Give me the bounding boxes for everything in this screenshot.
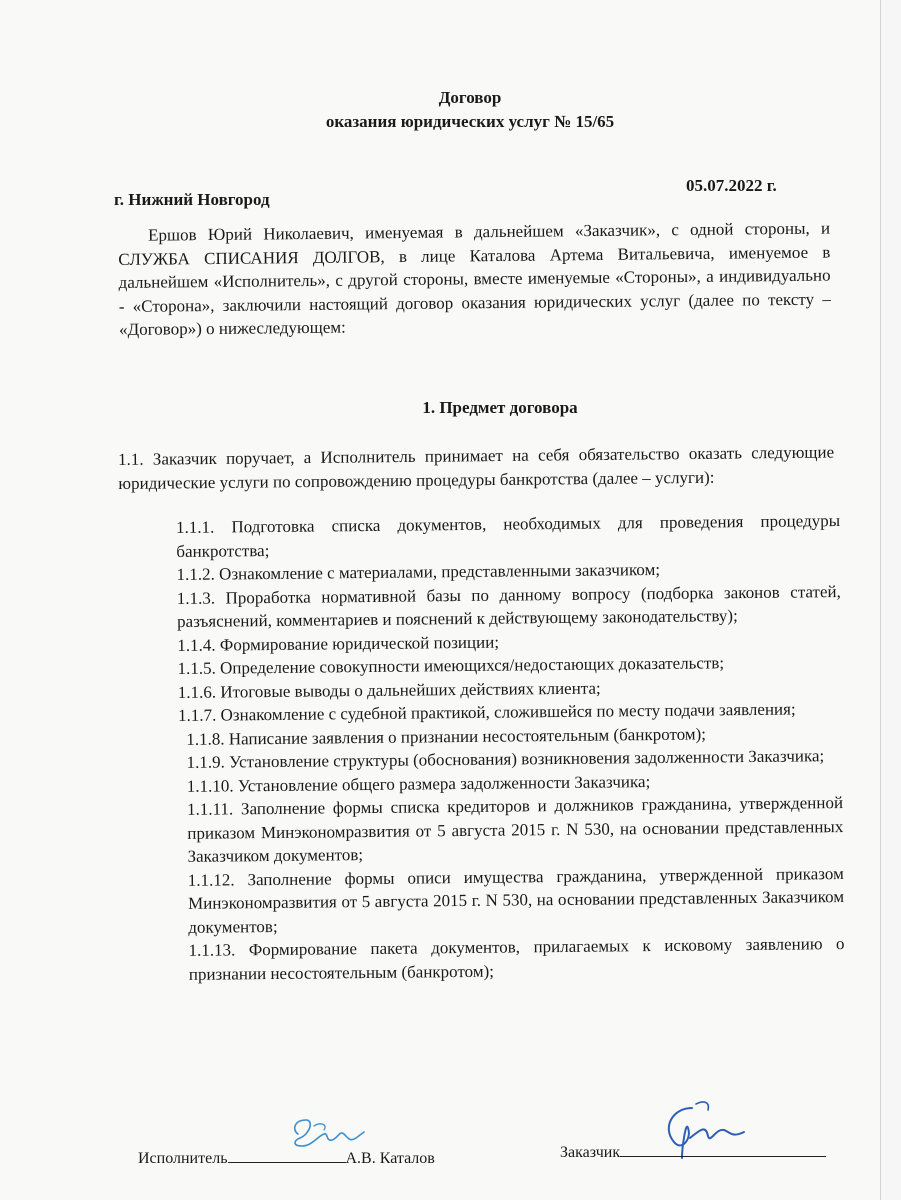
city-label: г. Нижний Новгород: [114, 190, 270, 209]
title-line-1: Договор: [438, 88, 502, 107]
executor-signature-blank: [228, 1150, 346, 1163]
clause-1-1: 1.1. Заказчик поручает, а Исполнитель принимает на себя обязательство оказать следующие юридические услуги по сопровождению процедуры банкротства (далее – услуги):: [118, 442, 835, 493]
subitem-1-1-9: 1.1.9. Установление структуры (обоснования) возникновения задолженности Заказчика;: [186, 746, 825, 772]
page-edge-divider: [880, 0, 881, 1200]
document-title: [120, 86, 820, 134]
subitem-1-1-4: 1.1.4. Формирование юридической позиции;: [177, 632, 500, 655]
subitem-1-1-12: 1.1.12. Заполнение формы описи имущества гражданина, утвержденной приказом Минэкономразвития от 5 августа 2015 г. N 530, на основании представленных Заказчиком документов;: [187, 863, 845, 937]
executor-name: А.В. Каталов: [345, 1150, 435, 1167]
title-line-2: оказания юридических услуг № 15/65: [325, 112, 615, 131]
preamble-paragraph: Ершов Юрий Николаевич, именуемая в дальнейшем «Заказчик», с одной стороны, и СЛУЖБА СПИСАНИЯ ДОЛГОВ, в лице Каталова Артема Витальевича, именуемое в дальнейшем «Исполнитель», с другой стороны, вместе именуемые «Стороны», а индивидуально - «Сторона», заключили настоящий договор оказания юридических услуг (далее по тексту – «Договор») о нижеследующем:: [118, 218, 831, 339]
subitem-1-1-13: 1.1.13. Формирование пакета документов, прилагаемых к исковому заявлению о признании несостоятельным (банкротом);: [188, 934, 845, 984]
executor-signature-line: [138, 1150, 435, 1168]
customer-signature-line: [560, 1144, 826, 1162]
subitem-1-1-3: 1.1.3. Проработка нормативной базы по данному вопросу (подборка законов статей, разъяснений, комментариев и пояснений к действующему законодательству);: [176, 581, 841, 631]
customer-label: Заказчик: [560, 1144, 621, 1161]
subitem-1-1-11: 1.1.11. Заполнение формы списка кредиторов и должников гражданина, утвержденной приказом Минэкономразвития от 5 августа 2015 г. N 530, на основании представленных Заказчиком документов;: [186, 793, 844, 866]
subitem-1-1-7: 1.1.7. Ознакомление с судебной практикой, сложившейся по месту подачи заявления;: [177, 699, 796, 725]
subitem-1-1-2: 1.1.2. Ознакомление с материалами, представленными заказчиком;: [176, 559, 661, 584]
subitem-1-1-8: 1.1.8. Написание заявления о признании несостоятельным (банкротом);: [186, 723, 707, 749]
date-label: 05.07.2022 г.: [686, 176, 777, 195]
subitem-1-1-1: 1.1.1. Подготовка списка документов, необходимых для проведения процедуры банкротства;: [176, 511, 841, 561]
subitem-1-1-5: 1.1.5. Определение совокупности имеющихся/недостающих доказательств;: [177, 653, 725, 678]
section-1-title: 1. Предмет договора: [422, 398, 578, 417]
customer-signature-blank: [620, 1144, 826, 1157]
subitem-1-1-6: 1.1.6. Итоговые выводы о дальнейших действиях клиента;: [177, 678, 601, 702]
executor-label: Исполнитель: [138, 1150, 228, 1167]
subitem-1-1-10: 1.1.10. Установление общего размера задолженности Заказчика;: [186, 771, 651, 796]
subitems-list: [176, 509, 845, 986]
